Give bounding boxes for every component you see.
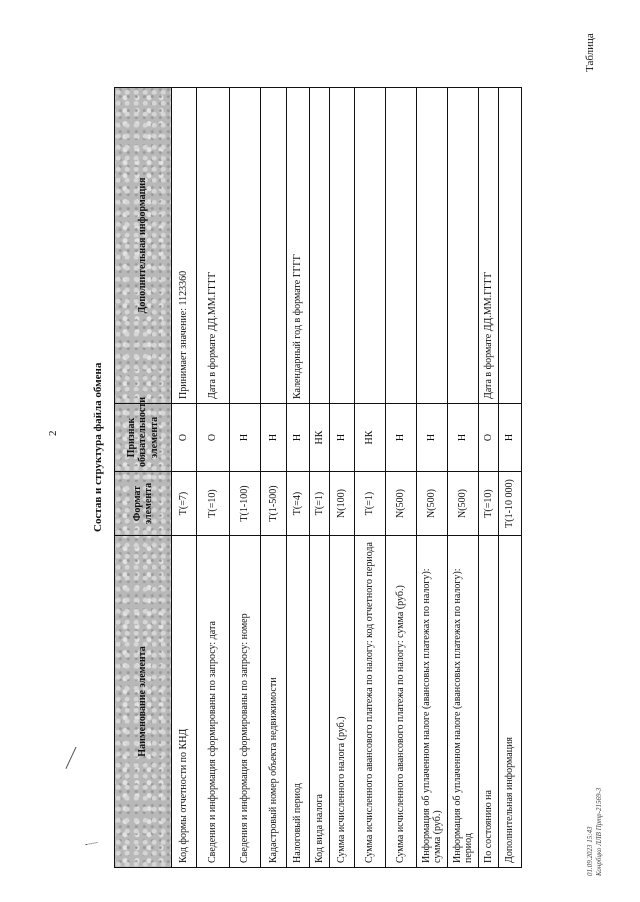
cell-element-name: Сумма исчисленного авансового платежа по налогу: код отчетного периода bbox=[355, 536, 386, 868]
cell-element-required: НК bbox=[355, 404, 386, 472]
header-element-required: Признак обязательности элемента bbox=[115, 404, 172, 472]
cell-element-name: Код формы отчетности по КНД bbox=[172, 536, 197, 868]
cell-element-name: Сумма исчисленного налога (руб.) bbox=[330, 536, 355, 868]
cell-element-required: Н bbox=[261, 404, 287, 472]
cell-element-format: T(=7) bbox=[172, 472, 197, 536]
cell-element-format: T(=1) bbox=[310, 472, 330, 536]
cell-additional-info: Принимает значение: 1123360 bbox=[172, 88, 197, 404]
cell-element-required: Н bbox=[386, 404, 417, 472]
cell-additional-info bbox=[448, 88, 479, 404]
table-caption: Таблица bbox=[584, 33, 596, 72]
table-body bbox=[172, 88, 522, 868]
cell-element-name: Код вида налога bbox=[310, 536, 330, 868]
cell-element-required: Н bbox=[417, 404, 448, 472]
cell-additional-info bbox=[310, 88, 330, 404]
cell-additional-info bbox=[417, 88, 448, 404]
cell-element-required: Н bbox=[230, 404, 261, 472]
table-header-row bbox=[115, 88, 172, 868]
cell-element-format: N(500) bbox=[386, 472, 417, 536]
table-row bbox=[287, 88, 310, 868]
table-container bbox=[114, 88, 522, 868]
cell-element-format: T(1-100) bbox=[230, 472, 261, 536]
cell-element-name: Налоговый период bbox=[287, 536, 310, 868]
cell-additional-info bbox=[330, 88, 355, 404]
table-row bbox=[479, 88, 499, 868]
cell-element-required: Н bbox=[448, 404, 479, 472]
cell-element-name: Информация об уплаченном налоге (авансовых платежах по налогу): сумма (руб.) bbox=[417, 536, 448, 868]
cell-element-name: Сумма исчисленного авансового платежа по налогу: сумма (руб.) bbox=[386, 536, 417, 868]
table-row bbox=[355, 88, 386, 868]
footer-line-1: 01.09.2023 15:43 bbox=[586, 826, 594, 876]
cell-element-required: Н bbox=[499, 404, 522, 472]
table-row bbox=[230, 88, 261, 868]
cell-element-required: Н bbox=[330, 404, 355, 472]
table-row bbox=[310, 88, 330, 868]
cell-additional-info bbox=[355, 88, 386, 404]
table-row bbox=[172, 88, 197, 868]
table-row bbox=[448, 88, 479, 868]
cell-element-format: N(100) bbox=[330, 472, 355, 536]
cell-element-name: Информация об уплаченном налоге (авансовых платежах по налогу): период bbox=[448, 536, 479, 868]
pen-stroke-mark bbox=[65, 747, 85, 773]
table-row bbox=[330, 88, 355, 868]
table-row bbox=[261, 88, 287, 868]
cell-element-format: T(=10) bbox=[197, 472, 230, 536]
cell-element-required: О bbox=[479, 404, 499, 472]
cell-element-required: О bbox=[172, 404, 197, 472]
cell-element-format: N(500) bbox=[448, 472, 479, 536]
cell-element-format: T(1-500) bbox=[261, 472, 287, 536]
cell-additional-info: Дата в формате ДД.ММ.ГГГГ bbox=[197, 88, 230, 404]
cell-additional-info bbox=[499, 88, 522, 404]
header-element-name: Наименование элемента bbox=[115, 536, 172, 868]
cell-additional-info bbox=[230, 88, 261, 404]
cell-element-format: N(500) bbox=[417, 472, 448, 536]
cell-additional-info bbox=[386, 88, 417, 404]
cell-element-name: Кадастровый номер объекта недвижимости bbox=[261, 536, 287, 868]
table-row bbox=[499, 88, 522, 868]
table-title: Состав и структура файла обмена bbox=[92, 362, 104, 532]
cell-element-format: T(1-10 000) bbox=[499, 472, 522, 536]
pen-dot-mark bbox=[86, 842, 99, 850]
cell-element-format: T(=1) bbox=[355, 472, 386, 536]
cell-additional-info bbox=[261, 88, 287, 404]
cell-element-required: НК bbox=[310, 404, 330, 472]
cell-element-required: Н bbox=[287, 404, 310, 472]
cell-additional-info: Календарный год в формате ГГГГ bbox=[287, 88, 310, 404]
table-row bbox=[417, 88, 448, 868]
table-row bbox=[386, 88, 417, 868]
cell-element-name: Дополнительная информация bbox=[499, 536, 522, 868]
cell-element-name: По состоянию на bbox=[479, 536, 499, 868]
cell-element-format: T(=4) bbox=[287, 472, 310, 536]
footer-line-2: Конрбцко ЛЛВ Пртр-21569-3 bbox=[594, 787, 603, 876]
table-row bbox=[197, 88, 230, 868]
cell-element-name: Сведения и информация сформированы по запросу: дата bbox=[197, 536, 230, 868]
footer-note bbox=[586, 788, 604, 876]
cell-additional-info: Дата в формате ДД.ММ.ГГГГ bbox=[479, 88, 499, 404]
header-additional-info: Дополнительная информация bbox=[115, 88, 172, 404]
cell-element-required: О bbox=[197, 404, 230, 472]
header-element-format: Формат элемента bbox=[115, 472, 172, 536]
page-number: 2 bbox=[47, 430, 59, 436]
exchange-file-table bbox=[114, 87, 522, 868]
cell-element-format: T(=10) bbox=[479, 472, 499, 536]
cell-element-name: Сведения и информация сформированы по запросу: номер bbox=[230, 536, 261, 868]
